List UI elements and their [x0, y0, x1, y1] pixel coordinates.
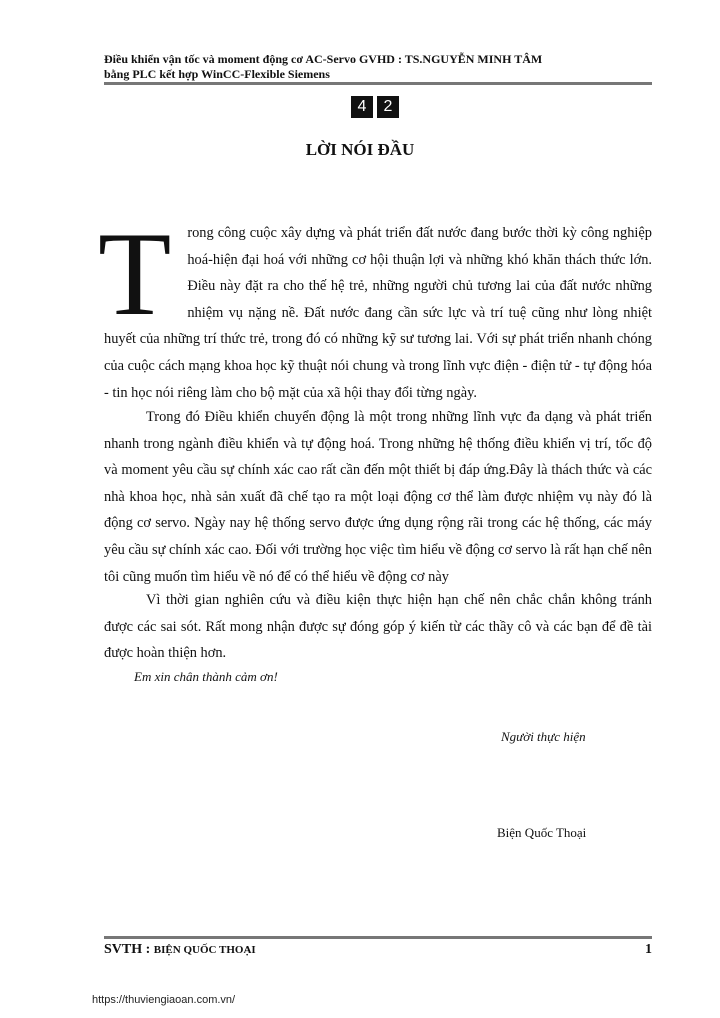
header-line-1: Điều khiển vận tốc và moment động cơ AC-Servo GVHD : TS.NGUYỄN MINH TÂM: [104, 52, 543, 66]
source-url[interactable]: https://thuviengiaoan.com.vn/: [92, 994, 236, 1006]
paragraph-1-text: rong công cuộc xây dựng và phát triển đất nước đang bước thời kỳ công nghiệp hoá-hiện đại hoá với những cơ hội thuận lợi và những khó khăn thách thức lớn. Điều này đặt ra cho thế hệ trẻ, những người chủ tương lai của đất nước những nhiệm vụ nặng nề. Đất nước đang cần sức lực và trí tuệ cũng như lòng nhiệt huyết của những trí thức trẻ, trong đó có những kỹ sư tương lai. Với sự phát triển nhanh chóng của cuộc cách mạng khoa học kỹ thuật nói chung và trong lĩnh vực điện - điện tử - tự động hóa - tin học nói riêng làm cho bộ mặt của xã hội thay đổi từng ngày.: [104, 225, 652, 401]
footer-author: [104, 942, 256, 958]
footer-divider: [104, 936, 652, 939]
footer-name: BIỆN QUỐC THOẠI: [153, 944, 256, 956]
footer-prefix: SVTH :: [104, 942, 154, 957]
paragraph-3: Vì thời gian nghiên cứu và điều kiện thực hiện hạn chế nên chắc chắn không tránh được các sai sót. Rất mong nhận được sự đóng góp ý kiến từ các thầy cô và các bạn để đề tài được hoàn thiện hơn.: [104, 592, 652, 662]
page-number: 1: [645, 942, 652, 957]
thanks-line: Em xin chân thành cảm ơn!: [134, 669, 278, 684]
signer-role: Người thực hiện: [501, 729, 586, 744]
badge-4: 4: [351, 96, 373, 118]
signer-name: Biện Quốc Thoại: [497, 825, 587, 840]
page-badges: [351, 96, 399, 118]
page-title: LỜI NÓI ĐẦU: [305, 140, 415, 159]
header-line-2: bằng PLC kết hợp WinCC-Flexible Siemens: [104, 67, 330, 81]
page-header: [104, 52, 652, 82]
header-divider: [104, 82, 652, 85]
page-footer: [104, 942, 652, 958]
paragraph-1: [98, 207, 652, 406]
badge-2: 2: [377, 96, 399, 118]
paragraph-2: Trong đó Điều khiển chuyển động là một trong những lĩnh vực đa dạng và phát triển nhanh trong ngành điều khiển và tự động hoá. Trong những hệ thống điều khiển vị trí, tốc độ và moment yêu cầu sự chính xác cao rất cần đến một thiết bị đáp ứng.Đây là thách thức và các nhà khoa học, nhà sản xuất đã chế tạo ra một loại động cơ thể làm được nhiệm vụ này đó là động cơ servo. Ngày nay hệ thống servo được ứng dụng rộng rãi trong các hệ thống, các máy yêu cầu sự chính xác cao. Đối với trường học việc tìm hiểu về động cơ servo là rất hạn chế nên tôi cũng muốn tìm hiểu về nó để có thể hiểu về động cơ này: [104, 409, 652, 585]
dropcap-letter: T: [98, 207, 172, 340]
